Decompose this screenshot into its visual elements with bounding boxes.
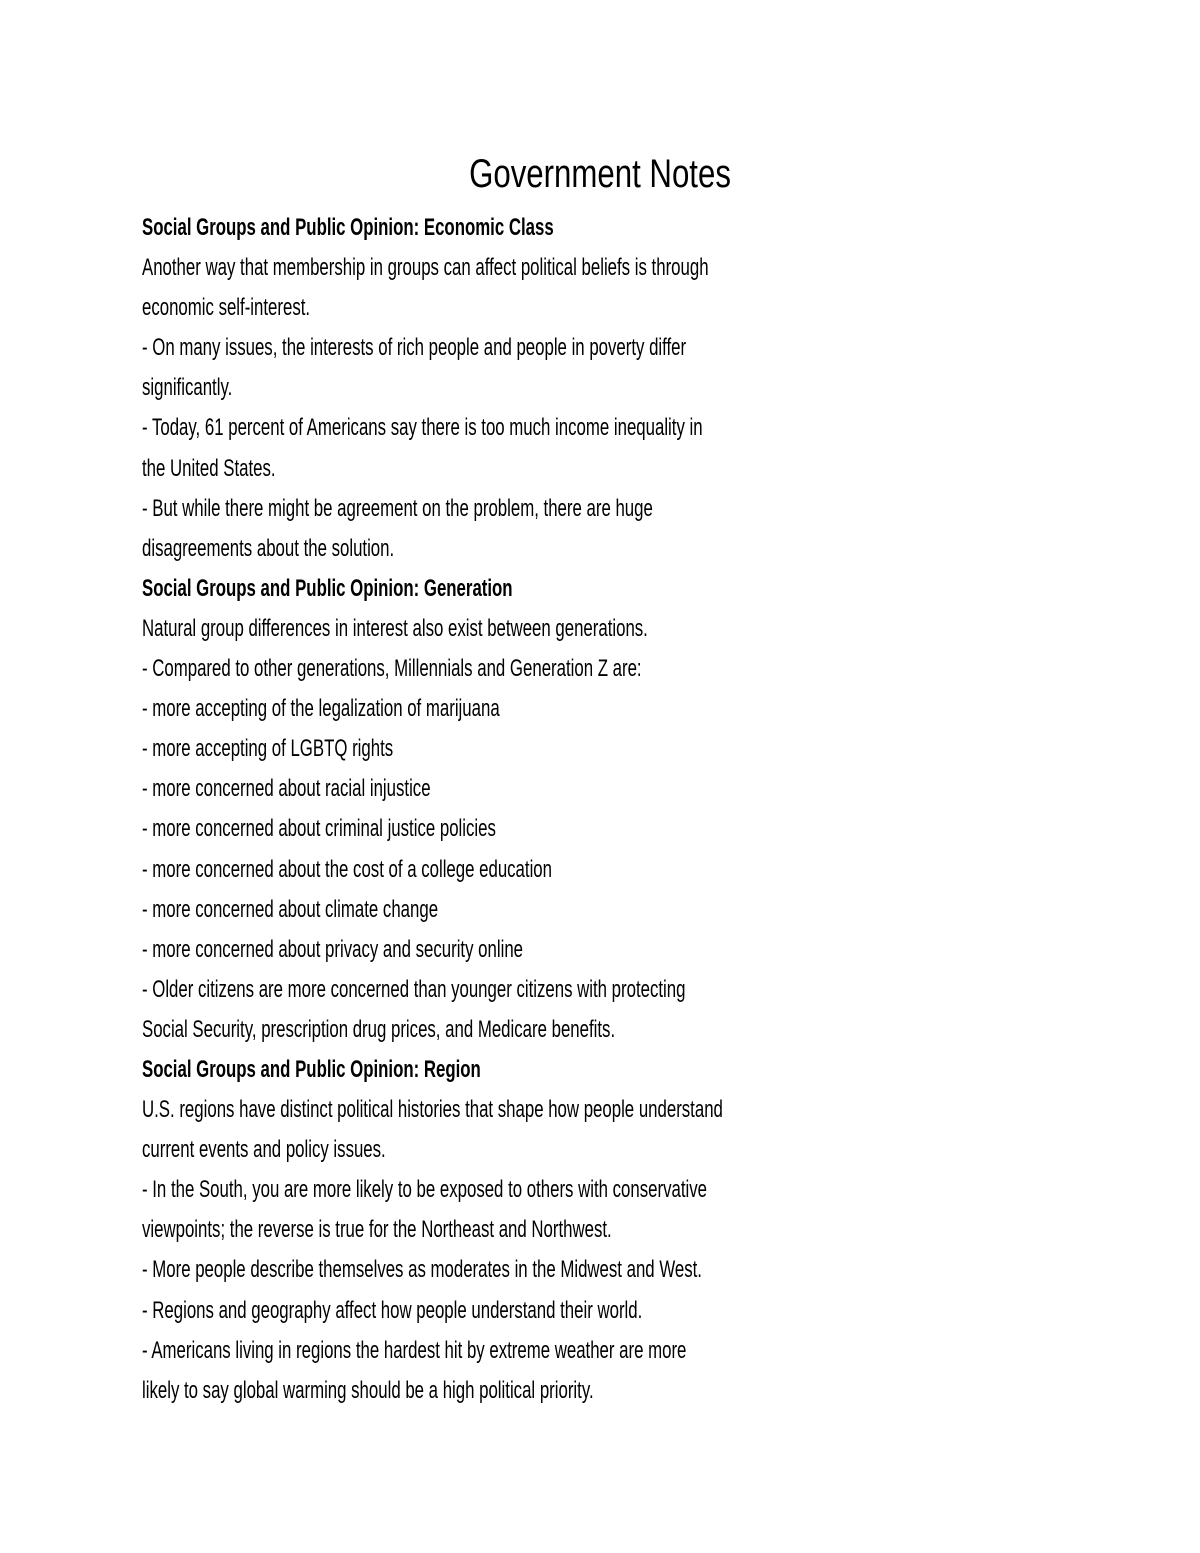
text-line: U.S. regions have distinct political histories that shape how people understand (142, 1096, 723, 1124)
text-line: - On many issues, the interests of rich people and people in poverty differ (142, 334, 687, 362)
text-line: - Older citizens are more concerned than younger citizens with protecting (142, 975, 686, 1003)
text-line: - more concerned about racial injustice (142, 775, 431, 803)
text-line: - In the South, you are more likely to be exposed to others with conservative (142, 1176, 707, 1204)
text-line: - more accepting of the legalization of marijuana (142, 695, 500, 723)
text-line: - Today, 61 percent of Americans say there is too much income inequality in (142, 414, 703, 442)
section-heading: Social Groups and Public Opinion: Economic Class (142, 214, 554, 241)
text-line: likely to say global warming should be a high political priority. (142, 1376, 594, 1404)
text-line: - more concerned about the cost of a college education (142, 855, 552, 883)
section-heading: Social Groups and Public Opinion: Region (142, 1055, 481, 1083)
text-line: Natural group differences in interest also exist between generations. (142, 614, 648, 642)
text-line: current events and policy issues. (142, 1136, 386, 1164)
text-line: - Compared to other generations, Millennials and Generation Z are: (142, 655, 642, 683)
text-line: the United States. (142, 454, 276, 482)
document-title: Government Notes (469, 152, 731, 196)
text-line: - more concerned about privacy and security online (142, 935, 524, 963)
text-line: - Americans living in regions the hardest hit by extreme weather are more (142, 1336, 687, 1364)
section-heading: Social Groups and Public Opinion: Generation (142, 574, 513, 602)
text-line: economic self-interest. (142, 294, 311, 322)
text-line: Another way that membership in groups can affect political beliefs is through (142, 254, 709, 282)
document-body (142, 208, 962, 1411)
text-line: viewpoints; the reverse is true for the Northeast and Northwest. (142, 1216, 612, 1244)
text-line: disagreements about the solution. (142, 534, 395, 562)
text-line: Social Security, prescription drug prices, and Medicare benefits. (142, 1015, 616, 1043)
text-line: - Regions and geography affect how people understand their world. (142, 1296, 643, 1324)
text-line: significantly. (142, 374, 233, 402)
text-line: - more concerned about climate change (142, 895, 439, 923)
text-line: - More people describe themselves as moderates in the Midwest and West. (142, 1256, 702, 1284)
text-line: - But while there might be agreement on the problem, there are huge (142, 494, 653, 522)
text-line: - more accepting of LGBTQ rights (142, 735, 394, 763)
text-line: - more concerned about criminal justice policies (142, 815, 496, 843)
